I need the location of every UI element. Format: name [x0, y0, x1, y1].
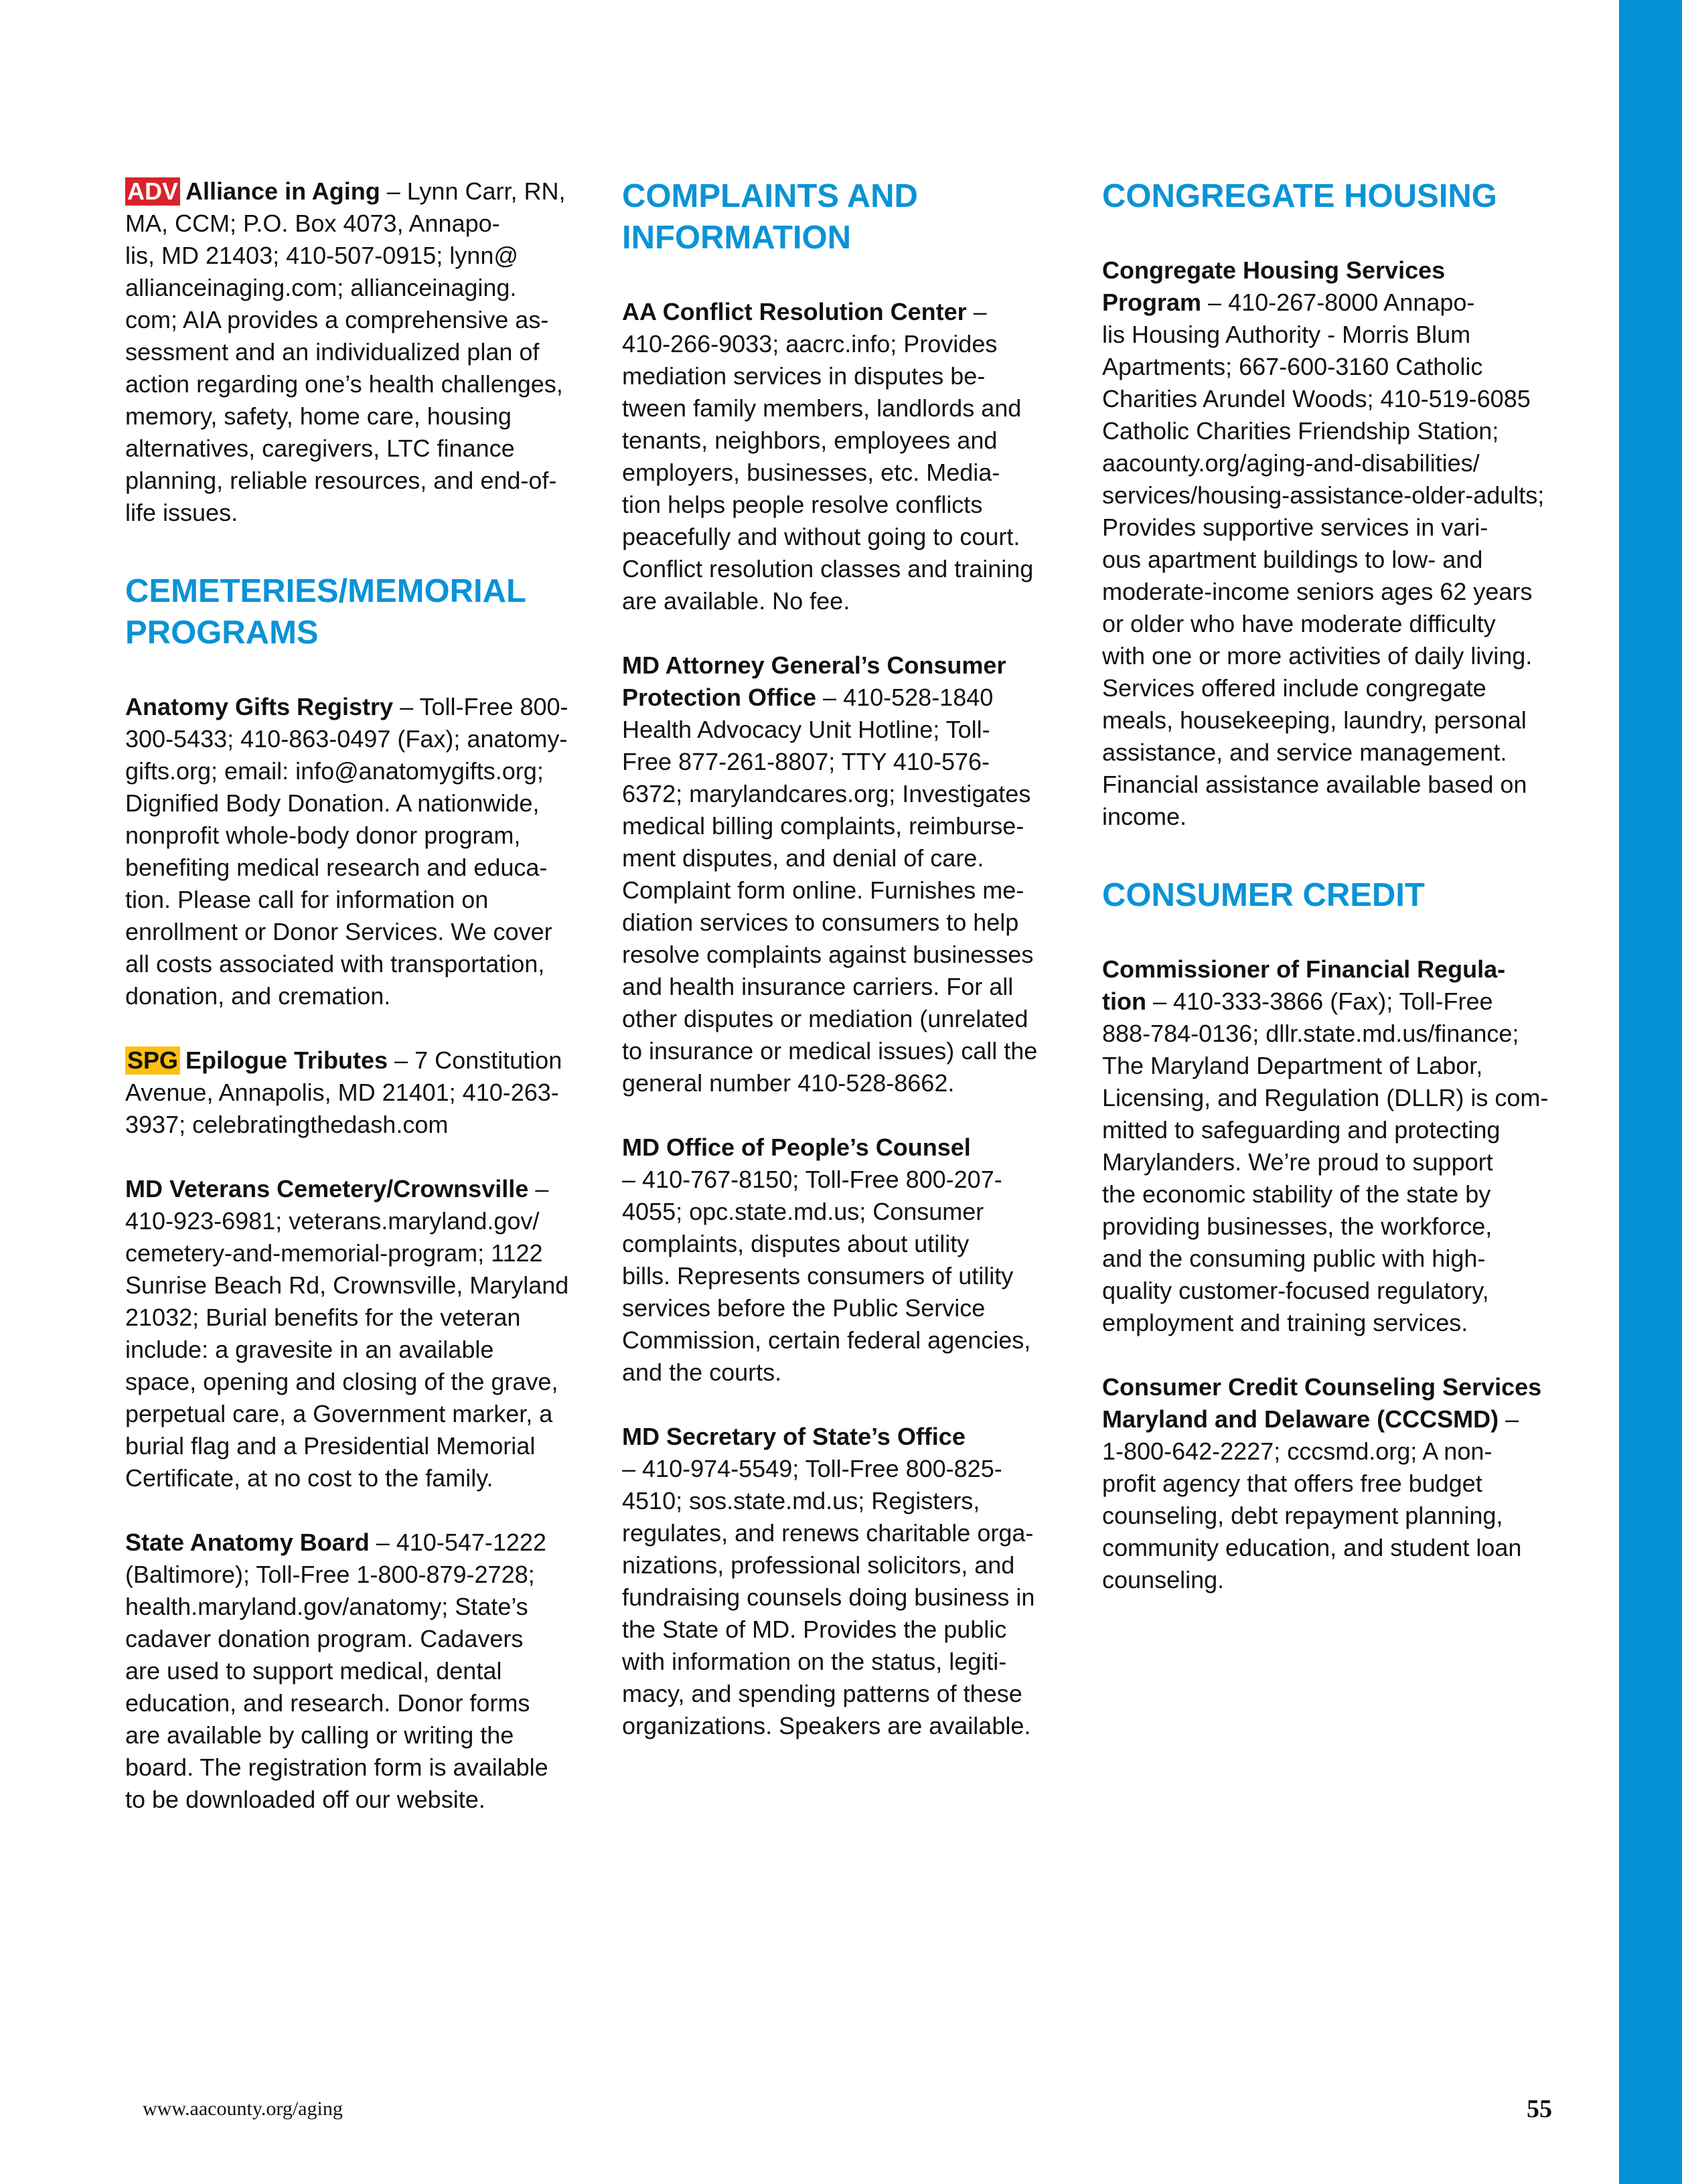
text-line: Certificate, at no cost to the family. — [125, 1464, 493, 1492]
entry-name: Commissioner of Financial Regula- — [1102, 955, 1506, 983]
text-line: enrollment or Donor Services. We cover — [125, 918, 552, 945]
entry-body — [622, 714, 1091, 1099]
text-line: Commission, certain federal agencies, — [622, 1326, 1031, 1354]
entry-commissioner-of-financial-regulation — [1102, 953, 1571, 1339]
text-line: providing businesses, the workforce, — [1102, 1213, 1493, 1240]
text-line: Free 877-261-8807; TTY 410-576- — [622, 748, 990, 775]
entry-text: – — [1499, 1405, 1519, 1433]
text-line: employment and training services. — [1102, 1309, 1468, 1336]
text-line: meals, housekeeping, laundry, personal — [1102, 706, 1527, 734]
text-line: space, opening and closing of the grave, — [125, 1368, 558, 1395]
text-line: Financial assistance available based on — [1102, 771, 1527, 798]
entry-md-office-of-peoples-counsel — [622, 1132, 1091, 1389]
text-line: medical billing complaints, reimburse- — [622, 812, 1024, 840]
text-line: – 410-767-8150; Toll-Free 800-207- — [622, 1166, 1002, 1193]
text-line: Services offered include congregate — [1102, 674, 1486, 702]
entry-name: MD Office of People’s Counsel — [622, 1134, 971, 1161]
heading-line: PROGRAMS — [125, 615, 319, 651]
heading-complaints-and-information — [622, 175, 1091, 258]
entry-consumer-credit-counseling-services — [1102, 1371, 1571, 1596]
text-line: and the courts. — [622, 1358, 782, 1386]
entry-body — [1102, 319, 1571, 833]
text-line: general number 410-528-8662. — [622, 1069, 955, 1097]
heading-line: CONSUMER CREDIT — [1102, 877, 1425, 913]
text-line: to insurance or medical issues) call the — [622, 1037, 1038, 1065]
heading-line: COMPLAINTS AND — [622, 178, 918, 214]
text-line: health.maryland.gov/anatomy; State’s — [125, 1593, 528, 1620]
text-line: 888-784-0136; dllr.state.md.us/finance; — [1102, 1020, 1519, 1047]
column-middle — [622, 175, 1091, 1742]
entry-name-cont: Maryland and Delaware (CCCSMD) — [1102, 1405, 1499, 1433]
text-line: organizations. Speakers are available. — [622, 1712, 1031, 1739]
text-line: (Baltimore); Toll-Free 1-800-879-2728; — [125, 1561, 535, 1588]
entry-body — [125, 1559, 594, 1816]
entry-body — [125, 1077, 594, 1141]
entry-body — [1102, 1018, 1571, 1339]
text-line: employers, businesses, etc. Media- — [622, 459, 1000, 486]
heading-cemeteries-memorial-programs — [125, 570, 594, 653]
text-line: mediation services in disputes be- — [622, 362, 986, 390]
text-line: lis, MD 21403; 410-507-0915; lynn@ — [125, 242, 518, 269]
entry-text: – 7 Constitution — [388, 1046, 562, 1074]
text-line: – 410-974-5549; Toll-Free 800-825- — [622, 1455, 1002, 1482]
text-line: board. The registration form is available — [125, 1753, 548, 1781]
entry-alliance-in-aging — [125, 175, 594, 529]
text-line: fundraising counsels doing business in — [622, 1583, 1035, 1611]
text-line: to be downloaded off our website. — [125, 1786, 485, 1813]
entry-md-veterans-cemetery — [125, 1173, 594, 1494]
entry-name: Congregate Housing Services — [1102, 256, 1446, 284]
text-line: com; AIA provides a comprehensive as- — [125, 306, 549, 333]
text-line: resolve complaints against businesses — [622, 941, 1034, 968]
text-line: and health insurance carriers. For all — [622, 973, 1014, 1000]
entry-aa-conflict-resolution-center — [622, 296, 1091, 617]
text-line: ous apartment buildings to low- and — [1102, 546, 1483, 573]
text-line: assistance, and service management. — [1102, 738, 1507, 766]
text-line: tion. Please call for information on — [125, 886, 489, 913]
text-line: Complaint form online. Furnishes me- — [622, 876, 1024, 904]
footer-website-url: www.aacounty.org/aging — [143, 2098, 343, 2120]
text-line: alternatives, caregivers, LTC finance — [125, 435, 515, 462]
entry-name-cont: Protection Office — [622, 684, 817, 711]
entry-body — [622, 328, 1091, 617]
heading-congregate-housing — [1102, 175, 1571, 217]
entry-text: – — [528, 1175, 549, 1202]
text-line: Sunrise Beach Rd, Crownsville, Maryland — [125, 1271, 569, 1299]
entry-text: – Toll-Free 800- — [393, 693, 568, 720]
entry-name-cont: tion — [1102, 988, 1146, 1015]
text-line: nonprofit whole-body donor program, — [125, 822, 521, 849]
text-line: 6372; marylandcares.org; Investigates — [622, 780, 1031, 807]
text-line: include: a gravesite in an available — [125, 1336, 494, 1363]
text-line: Conflict resolution classes and training — [622, 555, 1034, 582]
page-number: 55 — [1527, 2095, 1552, 2123]
text-line: 410-923-6981; veterans.maryland.gov/ — [125, 1207, 540, 1235]
text-line: Marylanders. We’re proud to support — [1102, 1148, 1493, 1176]
text-line: burial flag and a Presidential Memorial — [125, 1432, 536, 1460]
text-line: sessment and an individualized plan of — [125, 338, 540, 366]
text-line: aacounty.org/aging-and-disabilities/ — [1102, 449, 1480, 477]
text-line: the State of MD. Provides the public — [622, 1616, 1007, 1643]
text-line: and the consuming public with high- — [1102, 1245, 1486, 1272]
entry-epilogue-tributes — [125, 1044, 594, 1141]
text-line: 4055; opc.state.md.us; Consumer — [622, 1198, 984, 1225]
text-line: allianceinaging.com; allianceinaging. — [125, 274, 517, 301]
text-line: Dignified Body Donation. A nationwide, — [125, 789, 540, 817]
entry-text: – — [966, 298, 987, 325]
text-line: regulates, and renews charitable orga- — [622, 1519, 1034, 1547]
entry-body — [125, 208, 594, 529]
text-line: ment disputes, and denial of care. — [622, 844, 984, 872]
entry-name: MD Veterans Cemetery/Crownsville — [125, 1175, 529, 1202]
text-line: tween family members, landlords and — [622, 394, 1022, 422]
text-line: are available by calling or writing the — [125, 1721, 514, 1749]
adv-advertiser-badge: ADV — [125, 177, 180, 206]
entry-name: AA Conflict Resolution Center — [622, 298, 967, 325]
entry-md-attorney-general — [622, 649, 1091, 1099]
text-line: services before the Public Service — [622, 1294, 986, 1322]
text-line: MA, CCM; P.O. Box 4073, Annapo- — [125, 210, 500, 237]
entry-text: – 410-333-3866 (Fax); Toll-Free — [1146, 988, 1493, 1015]
entry-md-secretary-of-state — [622, 1421, 1091, 1742]
heading-line: INFORMATION — [622, 220, 852, 256]
text-line: 3937; celebratingthedash.com — [125, 1111, 449, 1138]
entry-anatomy-gifts-registry — [125, 691, 594, 1012]
text-line: peacefully and without going to court. — [622, 523, 1020, 550]
text-line: benefiting medical research and educa- — [125, 854, 548, 881]
column-left — [125, 175, 594, 1816]
text-line: are used to support medical, dental — [125, 1657, 502, 1685]
column-right — [1102, 175, 1571, 1596]
text-line: Apartments; 667-600-3160 Catholic — [1102, 353, 1483, 380]
text-line: other disputes or mediation (unrelated — [622, 1005, 1028, 1032]
text-line: cemetery-and-memorial-program; 1122 — [125, 1239, 543, 1267]
text-line: The Maryland Department of Labor, — [1102, 1052, 1483, 1079]
spg-sponsor-badge: SPG — [125, 1046, 180, 1075]
entry-state-anatomy-board — [125, 1527, 594, 1816]
entry-body — [125, 723, 594, 1012]
text-line: 300-5433; 410-863-0497 (Fax); anatomy- — [125, 725, 568, 753]
text-line: all costs associated with transportation, — [125, 950, 545, 978]
text-line: donation, and cremation. — [125, 982, 391, 1010]
entry-name: MD Secretary of State’s Office — [622, 1423, 966, 1450]
entry-text: – Lynn Carr, RN, — [380, 177, 566, 205]
entry-congregate-housing-services-program — [1102, 254, 1571, 833]
text-line: bills. Represents consumers of utility — [622, 1262, 1014, 1290]
text-line: gifts.org; email: info@anatomygifts.org; — [125, 757, 544, 785]
text-line: with information on the status, legiti- — [622, 1648, 1007, 1675]
entry-text: – 410-547-1222 — [369, 1529, 546, 1556]
entry-name: State Anatomy Board — [125, 1529, 370, 1556]
heading-line: CEMETERIES/MEMORIAL — [125, 573, 526, 609]
text-line: Licensing, and Regulation (DLLR) is com- — [1102, 1084, 1549, 1111]
entry-name: Consumer Credit Counseling Services — [1102, 1373, 1542, 1401]
text-line: community education, and student loan — [1102, 1534, 1522, 1561]
text-line: moderate-income seniors ages 62 years — [1102, 578, 1533, 605]
text-line: mitted to safeguarding and protecting — [1102, 1116, 1501, 1144]
text-line: 21032; Burial benefits for the veteran — [125, 1304, 521, 1331]
entry-body — [622, 1164, 1091, 1389]
text-line: memory, safety, home care, housing — [125, 402, 512, 430]
text-line: cadaver donation program. Cadavers — [125, 1625, 524, 1652]
text-line: are available. No fee. — [622, 587, 850, 615]
text-line: macy, and spending patterns of these — [622, 1680, 1022, 1707]
text-line: diation services to consumers to help — [622, 909, 1019, 936]
text-line: the economic stability of the state by — [1102, 1180, 1491, 1208]
text-line: 410-266-9033; aacrc.info; Provides — [622, 330, 998, 358]
entry-name: Alliance in Aging — [185, 177, 380, 205]
text-line: Charities Arundel Woods; 410-519-6085 — [1102, 385, 1531, 412]
text-line: education, and research. Donor forms — [125, 1689, 530, 1717]
text-line: quality customer-focused regulatory, — [1102, 1277, 1489, 1304]
text-line: lis Housing Authority - Morris Blum — [1102, 321, 1471, 348]
text-line: tenants, neighbors, employees and — [622, 426, 998, 454]
entry-name: MD Attorney General’s Consumer — [622, 651, 1006, 679]
entry-name: Anatomy Gifts Registry — [125, 693, 394, 720]
entry-text: – 410-528-1840 — [816, 684, 994, 711]
blue-side-bar — [1619, 0, 1682, 2184]
text-line: counseling. — [1102, 1566, 1225, 1593]
text-line: Catholic Charities Friendship Station; — [1102, 417, 1499, 445]
entry-body — [125, 1205, 594, 1494]
text-line: with one or more activities of daily living. — [1102, 642, 1533, 670]
text-line: life issues. — [125, 499, 238, 526]
entry-body — [1102, 1435, 1571, 1596]
text-line: Avenue, Annapolis, MD 21401; 410-263- — [125, 1079, 559, 1106]
text-line: tion helps people resolve conflicts — [622, 491, 983, 518]
entry-body — [622, 1453, 1091, 1742]
heading-consumer-credit — [1102, 874, 1571, 916]
heading-line: CONGREGATE HOUSING — [1102, 178, 1497, 214]
text-line: profit agency that offers free budget — [1102, 1470, 1482, 1497]
text-line: perpetual care, a Government marker, a — [125, 1400, 553, 1427]
text-line: 4510; sos.state.md.us; Registers, — [622, 1487, 980, 1514]
text-line: counseling, debt repayment planning, — [1102, 1502, 1503, 1529]
text-line: or older who have moderate difficulty — [1102, 610, 1496, 637]
text-line: Provides supportive services in vari- — [1102, 514, 1488, 541]
entry-name: Epilogue Tributes — [185, 1046, 388, 1074]
entry-text: – 410-267-8000 Annapo- — [1201, 289, 1475, 316]
text-line: 1-800-642-2227; cccsmd.org; A non- — [1102, 1437, 1493, 1465]
text-line: income. — [1102, 803, 1187, 830]
text-line: complaints, disputes about utility — [622, 1230, 970, 1257]
text-line: action regarding one’s health challenges, — [125, 370, 563, 398]
text-line: nizations, professional solicitors, and — [622, 1551, 1015, 1579]
text-line: Health Advocacy Unit Hotline; Toll- — [622, 716, 990, 743]
text-line: services/housing-assistance-older-adults; — [1102, 481, 1545, 509]
entry-name-cont: Program — [1102, 289, 1202, 316]
text-line: planning, reliable resources, and end-of- — [125, 467, 557, 494]
